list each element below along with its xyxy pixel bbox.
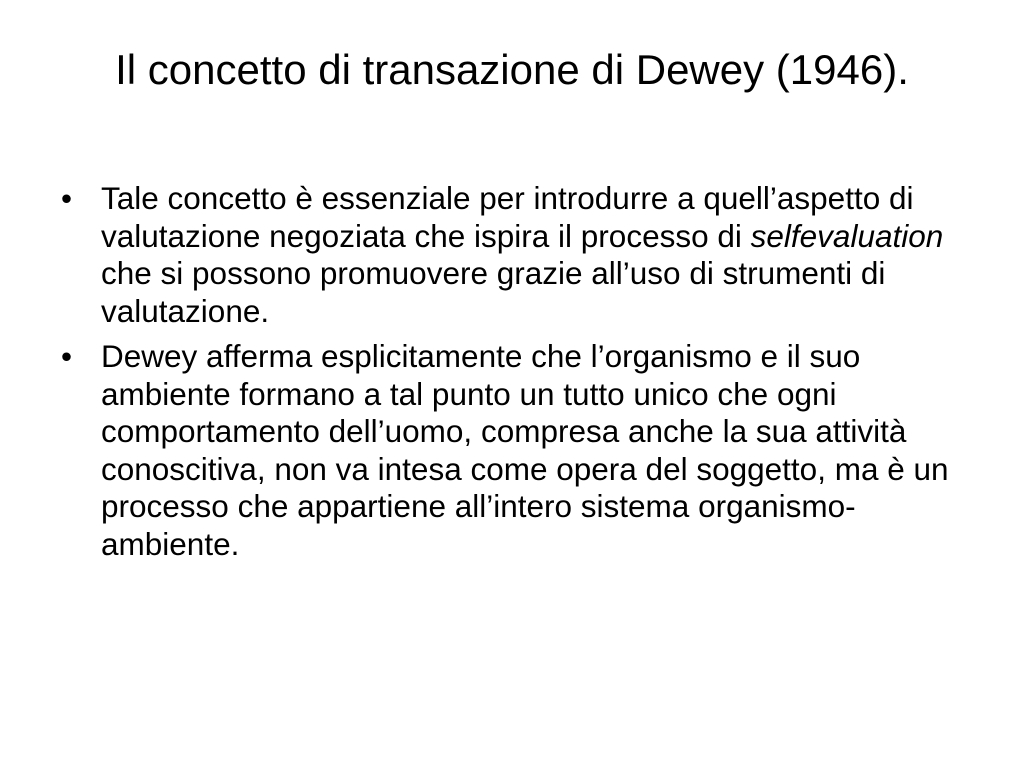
bullet-text-1	[101, 180, 943, 329]
bullet-2-text: Dewey afferma esplicitamente che l’organismo e il suo ambiente formano a tal punto un tutto unico che ogni comportamento dell’uomo, compresa anche la sua attività conoscitiva, non va intesa come opera del soggetto, ma è un processo che appartiene all’intero sistema organismo-ambiente.	[101, 338, 949, 562]
bullet-item-1	[58, 180, 978, 330]
bullet-1-text-end: che si possono promuovere grazie all’uso di strumenti di valutazione.	[101, 255, 886, 329]
bullet-text-2	[101, 338, 949, 562]
bullet-item-2	[58, 338, 978, 563]
bullet-icon: •	[61, 338, 73, 374]
bullet-icon: •	[61, 180, 73, 216]
slide-title: Il concetto di transazione di Dewey (1946).	[115, 46, 909, 93]
bullet-1-emphasis: selfevaluation	[750, 217, 944, 254]
bullet-list	[58, 180, 978, 571]
bullet-1-text-start: Tale concetto è essenziale per introdurre a quell’aspetto di valutazione negoziata che ispira il processo di	[101, 180, 914, 254]
